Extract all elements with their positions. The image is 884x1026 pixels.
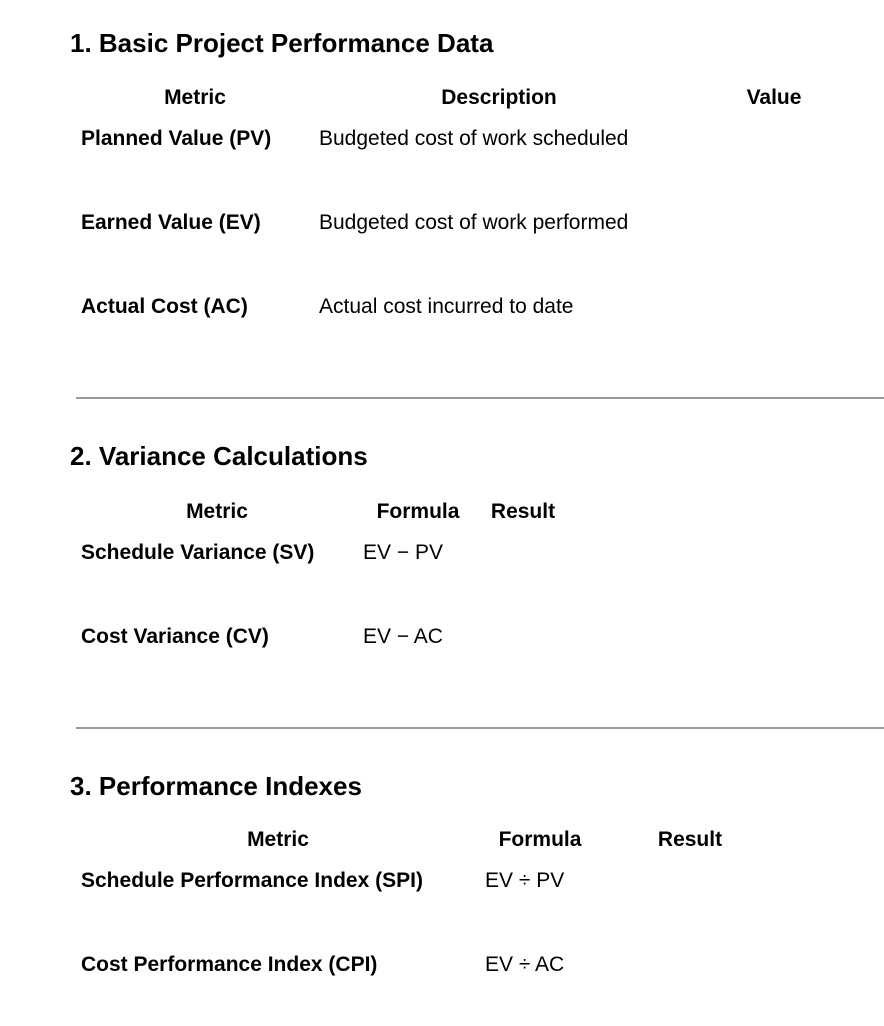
formula-cell: EV − PV	[363, 541, 443, 564]
description-cell: Budgeted cost of work performed	[319, 211, 629, 234]
metric-cell: Actual Cost (AC)	[81, 295, 248, 318]
metric-cell: Earned Value (EV)	[81, 211, 261, 234]
metric-cell: Cost Performance Index (CPI)	[81, 953, 378, 976]
result-cell[interactable]	[600, 866, 780, 950]
column-header-formula: Formula	[376, 500, 460, 523]
variance-table	[76, 486, 568, 692]
table-header-row	[76, 814, 780, 866]
table-header-row	[76, 486, 568, 538]
section-title: 2. Variance Calculations	[70, 441, 368, 471]
performance-data-table	[76, 72, 864, 376]
metric-cell: Schedule Performance Index (SPI)	[81, 869, 423, 892]
formula-cell: EV ÷ AC	[485, 953, 565, 976]
section-divider	[76, 727, 884, 729]
column-header-value: Value	[746, 86, 802, 109]
formula-cell: EV ÷ PV	[485, 869, 565, 892]
column-header-result: Result	[657, 828, 723, 851]
result-cell[interactable]	[478, 538, 568, 622]
table-row	[76, 538, 568, 622]
metric-cell: Planned Value (PV)	[81, 127, 272, 150]
description-cell: Budgeted cost of work scheduled	[319, 127, 629, 150]
value-cell[interactable]	[684, 208, 864, 292]
column-header-description: Description	[441, 86, 557, 109]
table-row	[76, 124, 864, 208]
table-row	[76, 950, 780, 1010]
section-title: 1. Basic Project Performance Data	[70, 28, 494, 58]
column-header-formula: Formula	[498, 828, 582, 851]
description-cell: Actual cost incurred to date	[319, 295, 574, 318]
column-header-metric: Metric	[164, 86, 226, 109]
column-header-metric: Metric	[247, 828, 309, 851]
performance-index-table	[76, 814, 780, 1010]
formula-cell: EV − AC	[363, 625, 443, 648]
table-row	[76, 292, 864, 376]
metric-cell: Schedule Variance (SV)	[81, 541, 315, 564]
result-cell[interactable]	[478, 622, 568, 692]
column-header-metric: Metric	[186, 500, 248, 523]
result-cell[interactable]	[600, 950, 780, 1010]
column-header-result: Result	[490, 500, 556, 523]
table-header-row	[76, 72, 864, 124]
table-row	[76, 622, 568, 692]
table-row	[76, 866, 780, 950]
table-row	[76, 208, 864, 292]
metric-cell: Cost Variance (CV)	[81, 625, 269, 648]
value-cell[interactable]	[684, 124, 864, 208]
section-title: 3. Performance Indexes	[70, 771, 362, 801]
value-cell[interactable]	[684, 292, 864, 376]
section-divider	[76, 397, 884, 399]
